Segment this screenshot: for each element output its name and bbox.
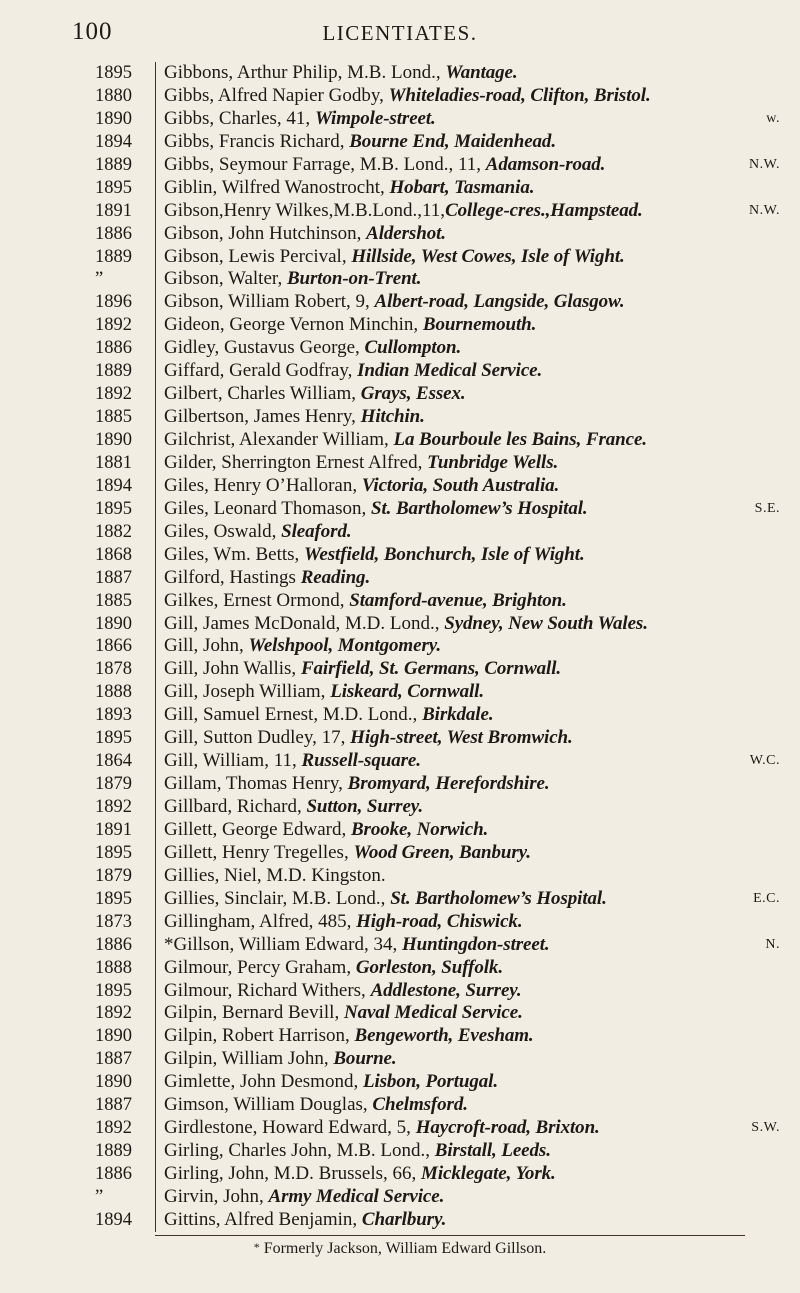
- entry-district: w.: [766, 110, 780, 126]
- entry-name: Gilder, Sherrington Ernest Alfred,: [164, 451, 428, 473]
- list-item: [0, 383, 800, 406]
- entry-year: 1892: [95, 1118, 132, 1139]
- entry-text: [164, 957, 503, 980]
- entry-year: 1888: [95, 957, 132, 978]
- entry-text: [164, 383, 466, 406]
- entry-text: [164, 773, 550, 796]
- entry-year: 1890: [95, 430, 132, 450]
- entry-place: Sleaford.: [281, 520, 352, 542]
- list-item: [0, 1140, 800, 1163]
- entry-year: 1891: [95, 819, 132, 840]
- entry-place: Reading.: [300, 566, 371, 588]
- entry-name: Gilpin, Robert Harrison,: [164, 1025, 355, 1047]
- entry-district: S.E.: [754, 500, 780, 516]
- entry-name: Giffard, Gerald Godfray,: [164, 360, 358, 382]
- entry-place: Hitchin.: [360, 406, 425, 428]
- entry-name: Giles, Oswald,: [164, 520, 282, 542]
- entry-text: [164, 635, 441, 658]
- entry-name: Gilkes, Ernest Ormond,: [164, 589, 350, 611]
- list-item: [0, 888, 800, 911]
- entry-text: [164, 1140, 551, 1163]
- entry-text: [164, 1071, 498, 1094]
- list-item: [0, 773, 800, 796]
- entry-name: *Gillson, William Edward, 34,: [164, 933, 402, 955]
- entry-place: Whiteladies-road, Clifton, Bristol.: [388, 84, 651, 106]
- entry-district: W.C.: [749, 753, 780, 769]
- entry-year: 1894: [95, 1209, 132, 1230]
- entry-text: [164, 85, 651, 108]
- entry-year: 1873: [95, 911, 132, 932]
- page-header: [0, 18, 800, 52]
- entry-place: Victoria, South Australia.: [361, 474, 560, 496]
- entry-text: [164, 658, 561, 681]
- entry-place: Birkdale.: [422, 704, 494, 726]
- entry-text: [164, 727, 573, 750]
- entry-place: Burton-on-Trent.: [286, 268, 422, 290]
- entry-name: Gibson,Henry Wilkes,M.B.Lond.,11,: [164, 199, 446, 221]
- list-item: [0, 521, 800, 544]
- entry-name: Gill, William, 11,: [164, 750, 302, 772]
- entry-text: [164, 429, 647, 452]
- entry-place: Wantage.: [445, 62, 518, 83]
- list-item: [0, 498, 800, 521]
- list-item: [0, 1186, 800, 1209]
- entry-name: Gill, John,: [164, 635, 249, 657]
- entry-name: Gillies, Niel, M.D. Kingston.: [164, 864, 386, 886]
- list-item: [0, 1163, 800, 1186]
- entry-name: Gilpin, Bernard Bevill,: [164, 1002, 344, 1024]
- entry-year: 1894: [95, 131, 132, 152]
- entry-text: [164, 154, 605, 177]
- entry-name: Girvin, John,: [164, 1185, 269, 1207]
- entry-year: 1880: [95, 85, 132, 106]
- list-item: [0, 957, 800, 980]
- entry-year: 1887: [95, 1095, 132, 1116]
- entry-year: 1885: [95, 407, 132, 428]
- entry-place: High-street, West Bromwich.: [350, 727, 573, 749]
- entry-text: [164, 819, 488, 842]
- list-item: [0, 865, 800, 888]
- entry-place: Hobart, Tasmania.: [389, 176, 535, 198]
- entry-text: [164, 888, 607, 911]
- entry-name: Girdlestone, Howard Edward, 5,: [164, 1117, 416, 1139]
- entry-year: 1895: [95, 177, 132, 198]
- list-item: [0, 727, 800, 750]
- entry-name: Girling, John, M.D. Brussels, 66,: [164, 1163, 422, 1184]
- entry-name: Giblin, Wilfred Wanostrocht,: [164, 176, 390, 198]
- entry-text: [164, 613, 648, 636]
- entry-place: High-road, Chiswick.: [356, 910, 523, 932]
- running-title: LICENTIATES.: [322, 21, 478, 45]
- entry-text: [164, 498, 588, 521]
- entry-year: 1889: [95, 1141, 132, 1162]
- entry-year: 1889: [95, 361, 132, 382]
- entry-place: Aldershot.: [366, 222, 446, 244]
- entry-place: Addlestone, Surrey.: [370, 979, 522, 1001]
- entry-year: 1891: [95, 200, 132, 221]
- entry-text: [164, 1002, 523, 1025]
- entry-text: [164, 1186, 444, 1209]
- list-item: [0, 475, 800, 498]
- entry-year: 1887: [95, 1049, 132, 1070]
- list-item: [0, 590, 800, 613]
- entry-text: [164, 1117, 600, 1140]
- entry-text: [164, 704, 493, 727]
- entry-name: Gibson, Lewis Percival,: [164, 245, 352, 267]
- entry-name: Gibbs, Alfred Napier Godby,: [164, 84, 389, 106]
- entry-text: [164, 108, 436, 131]
- list-item: [0, 1117, 800, 1140]
- entry-text: [164, 750, 421, 773]
- list-item: [0, 842, 800, 865]
- entry-year: 1887: [95, 567, 132, 588]
- entry-text: [164, 1025, 534, 1048]
- entry-year: 1868: [95, 544, 132, 565]
- entry-text: [164, 360, 542, 383]
- entry-name: Giles, Wm. Betts,: [164, 543, 305, 565]
- entry-name: Gillett, George Edward,: [164, 818, 351, 840]
- list-item: [0, 796, 800, 819]
- list-item: [0, 1025, 800, 1048]
- entry-name: Gilbert, Charles William,: [164, 383, 361, 405]
- entry-name: Gibson, Walter,: [164, 268, 287, 290]
- list-item: [0, 291, 800, 314]
- entry-year: 1890: [95, 613, 132, 634]
- entry-text: [164, 865, 386, 888]
- entry-name: Gibson, William Robert, 9,: [164, 291, 375, 313]
- entry-text: [164, 842, 531, 865]
- list-item: [0, 406, 800, 429]
- entry-text: [164, 475, 559, 498]
- list-item: [0, 360, 800, 383]
- entry-name: Gibson, John Hutchinson,: [164, 222, 367, 244]
- entry-place: Westfield, Bonchurch, Isle of Wight.: [304, 543, 585, 565]
- entry-year: ”: [95, 269, 104, 290]
- list-item: [0, 452, 800, 475]
- entry-year: 1893: [95, 705, 132, 726]
- entry-place: Sutton, Surrey.: [306, 796, 424, 817]
- entry-name: Giles, Leonard Thomason,: [164, 497, 372, 519]
- entry-year: 1864: [95, 751, 132, 772]
- entry-year: 1890: [95, 108, 132, 129]
- entry-name: Gillam, Thomas Henry,: [164, 773, 348, 795]
- entry-text: [164, 62, 518, 85]
- entry-name: Gilmour, Richard Withers,: [164, 979, 371, 1001]
- entry-text: [164, 1094, 468, 1117]
- entry-name: Gill, Joseph William,: [164, 681, 331, 703]
- entry-text: [164, 452, 558, 475]
- list-item: [0, 819, 800, 842]
- entry-district: E.C.: [753, 890, 780, 906]
- list-item: [0, 1002, 800, 1025]
- entry-year: 1878: [95, 659, 132, 680]
- list-item: [0, 658, 800, 681]
- entry-year: 1886: [95, 223, 132, 244]
- entry-text: [164, 544, 585, 567]
- list-item: [0, 177, 800, 200]
- entry-text: [164, 314, 536, 337]
- list-item: [0, 85, 800, 108]
- entry-name: Gilpin, William John,: [164, 1048, 334, 1070]
- list-item: [0, 635, 800, 658]
- footnote-rule: [155, 1235, 745, 1236]
- entry-place: Fairfield, St. Germans, Cornwall.: [300, 658, 562, 680]
- entry-text: [164, 590, 567, 613]
- entry-year: 1881: [95, 452, 132, 473]
- entry-year: 1895: [95, 980, 132, 1001]
- entry-name: Gilchrist, Alexander William,: [164, 429, 394, 450]
- entry-place: Brooke, Norwich.: [350, 818, 489, 840]
- entry-district: N.: [765, 936, 780, 952]
- entry-name: Gillbard, Richard,: [164, 796, 307, 817]
- entry-place: Indian Medical Service.: [357, 360, 543, 382]
- entry-year: 1896: [95, 292, 132, 313]
- list-item: [0, 980, 800, 1003]
- list-item: [0, 200, 800, 223]
- entry-place: Welshpool, Montgomery.: [248, 635, 442, 657]
- entry-text: [164, 934, 550, 957]
- entry-text: [164, 521, 352, 544]
- entry-place: Birstall, Leeds.: [434, 1140, 551, 1162]
- list-item: [0, 429, 800, 452]
- list-item: [0, 154, 800, 177]
- list-item: [0, 246, 800, 269]
- entry-name: Gibbs, Charles, 41,: [164, 107, 315, 129]
- list-item: [0, 1209, 800, 1232]
- entry-year: 1892: [95, 797, 132, 817]
- entry-year: 1894: [95, 475, 132, 496]
- list-item: [0, 567, 800, 590]
- entry-place: Bourne.: [333, 1048, 397, 1070]
- entry-name: Gill, James McDonald, M.D. Lond.,: [164, 612, 445, 634]
- entry-district: N.W.: [748, 202, 780, 218]
- entry-year: 1886: [95, 1164, 132, 1184]
- entry-name: Gill, Sutton Dudley, 17,: [164, 727, 351, 749]
- entry-year: 1886: [95, 338, 132, 359]
- entry-place: Albert-road, Langside, Glasgow.: [374, 291, 625, 313]
- entry-text: [164, 246, 625, 269]
- entry-year: 1895: [95, 63, 132, 83]
- entry-place: Cullompton.: [364, 337, 462, 359]
- entry-text: [164, 1209, 446, 1232]
- entry-text: [164, 567, 370, 590]
- list-item: [0, 337, 800, 360]
- entry-text: [164, 1048, 397, 1071]
- entry-year: 1895: [95, 728, 132, 749]
- list-item: [0, 1071, 800, 1094]
- entry-year: 1892: [95, 1003, 132, 1024]
- entry-text: [164, 1163, 556, 1186]
- entry-place: Lisbon, Portugal.: [362, 1071, 498, 1093]
- entry-district: N.W.: [748, 156, 780, 172]
- list-item: [0, 613, 800, 636]
- footnote-text: Formerly Jackson, William Edward Gillson.: [263, 1240, 547, 1257]
- entry-year: 1890: [95, 1026, 132, 1047]
- entry-text: [164, 681, 484, 704]
- entry-text: [164, 131, 556, 154]
- entry-place: Liskeard, Cornwall.: [330, 681, 485, 703]
- entry-text: [164, 911, 523, 934]
- list-item: [0, 1048, 800, 1071]
- entry-place: Adamson-road.: [485, 153, 606, 175]
- entry-place: College-cres.,Hampstead.: [445, 199, 643, 221]
- entry-place: Micklegate, York.: [421, 1163, 556, 1184]
- list-item: [0, 131, 800, 154]
- entry-year: ”: [95, 1186, 104, 1207]
- list-item: [0, 750, 800, 773]
- entry-name: Gilbertson, James Henry,: [164, 406, 361, 428]
- entry-place: Chelmsford.: [372, 1094, 468, 1116]
- entry-name: Gittins, Alfred Benjamin,: [164, 1208, 362, 1230]
- entry-name: Gilmour, Percy Graham,: [164, 956, 356, 978]
- entry-place: Tunbridge Wells.: [427, 451, 559, 473]
- entry-place: Stamford-avenue, Brighton.: [349, 589, 567, 611]
- entry-name: Giles, Henry O’Halloran,: [164, 474, 362, 496]
- entry-place: Grays, Essex.: [360, 383, 466, 405]
- entry-name: Gibbs, Francis Richard,: [164, 130, 350, 152]
- entry-place: Bourne End, Maidenhead.: [349, 130, 556, 152]
- entry-year: 1895: [95, 498, 132, 519]
- entry-place: Charlbury.: [361, 1208, 447, 1230]
- entry-name: Gideon, George Vernon Minchin,: [164, 314, 423, 336]
- entry-year: 1879: [95, 865, 132, 886]
- list-item: [0, 544, 800, 567]
- entry-name: Gill, Samuel Ernest, M.D. Lond.,: [164, 704, 423, 726]
- entry-name: Gill, John Wallis,: [164, 658, 301, 680]
- entry-name: Gillingham, Alfred, 485,: [164, 910, 357, 932]
- entry-year: 1866: [95, 636, 132, 657]
- entry-place: St. Bartholomew’s Hospital.: [390, 887, 607, 909]
- entry-place: Hillside, West Cowes, Isle of Wight.: [351, 245, 625, 267]
- list-item: [0, 314, 800, 337]
- entry-year: 1889: [95, 154, 132, 175]
- entry-name: Gilford, Hastings: [164, 566, 301, 588]
- entry-place: Naval Medical Service.: [343, 1002, 523, 1024]
- entry-place: Huntingdon-street.: [401, 933, 550, 955]
- entry-place: Wood Green, Banbury.: [353, 841, 531, 863]
- list-item: [0, 681, 800, 704]
- entry-place: Gorleston, Suffolk.: [355, 956, 503, 978]
- entry-name: Gillies, Sinclair, M.B. Lond.,: [164, 887, 391, 909]
- list-item: [0, 1094, 800, 1117]
- entry-name: Gimlette, John Desmond,: [164, 1071, 363, 1093]
- entry-text: [164, 406, 425, 429]
- entry-place: Bromyard, Herefordshire.: [347, 773, 550, 795]
- entry-text: [164, 200, 643, 223]
- entry-text: [164, 223, 446, 246]
- entry-year: 1892: [95, 384, 132, 405]
- list-item: [0, 704, 800, 727]
- footnote: [0, 1240, 800, 1258]
- entry-text: [164, 291, 625, 314]
- page-number: 100: [72, 18, 113, 45]
- entry-text: [164, 177, 534, 200]
- entry-place: Haycroft-road, Brixton.: [415, 1117, 600, 1139]
- entry-name: Girling, Charles John, M.B. Lond.,: [164, 1140, 435, 1162]
- entry-name: Gibbons, Arthur Philip, M.B. Lond.,: [164, 62, 446, 83]
- entry-place: St. Bartholomew’s Hospital.: [371, 497, 588, 519]
- entry-name: Gibbs, Seymour Farrage, M.B. Lond., 11,: [164, 153, 486, 175]
- entry-text: [164, 796, 423, 819]
- list-item: [0, 934, 800, 957]
- entry-place: Bournemouth.: [422, 314, 537, 336]
- list-item: [0, 223, 800, 246]
- entry-text: [164, 337, 461, 360]
- entry-name: Gidley, Gustavus George,: [164, 337, 365, 359]
- entry-year: 1890: [95, 1072, 132, 1093]
- entry-text: [164, 980, 522, 1003]
- footnote-marker: *: [253, 1240, 260, 1254]
- entry-year: 1888: [95, 682, 132, 703]
- entry-place: Wimpole-street.: [314, 107, 436, 129]
- entry-list: [0, 62, 800, 1232]
- entry-name: Gimson, William Douglas,: [164, 1094, 373, 1116]
- entry-year: 1892: [95, 315, 132, 336]
- entry-year: 1882: [95, 521, 132, 542]
- entry-name: Gillett, Henry Tregelles,: [164, 841, 354, 863]
- entry-year: 1895: [95, 888, 132, 909]
- entry-year: 1885: [95, 590, 132, 611]
- entry-place: Russell-square.: [301, 750, 421, 772]
- list-item: [0, 268, 800, 291]
- entry-place: Bengeworth, Evesham.: [354, 1025, 534, 1047]
- entry-year: 1895: [95, 842, 132, 863]
- entry-year: 1886: [95, 934, 132, 955]
- entry-district: S.W.: [751, 1120, 780, 1136]
- entry-text: [164, 268, 421, 291]
- entry-place: Army Medical Service.: [268, 1185, 445, 1207]
- entry-year: 1879: [95, 774, 132, 795]
- entry-place: Sydney, New South Wales.: [444, 612, 648, 634]
- list-item: [0, 108, 800, 131]
- list-item: [0, 911, 800, 934]
- entry-place: La Bourboule les Bains, France.: [393, 429, 647, 450]
- entry-year: 1889: [95, 246, 132, 267]
- list-item: [0, 62, 800, 85]
